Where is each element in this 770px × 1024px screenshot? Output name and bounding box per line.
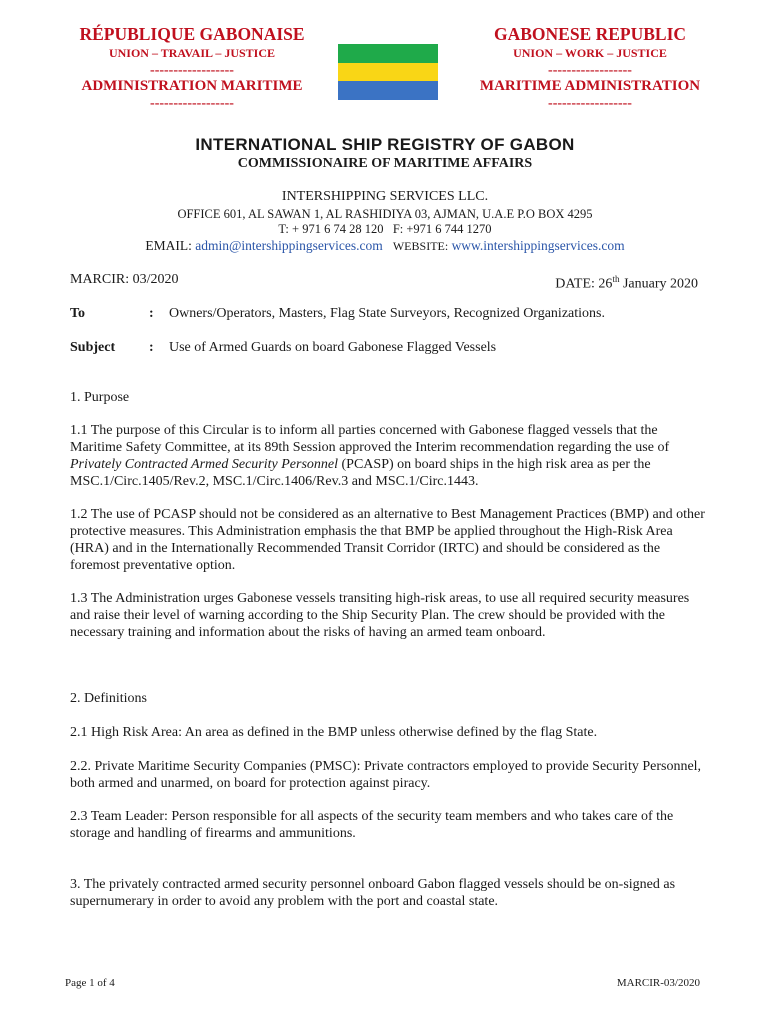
header-left [62,24,322,112]
to-label: To [70,306,86,321]
republic-title-fr: RÉPUBLIQUE GABONAISE [79,24,305,44]
to-colon: : [149,306,154,321]
website-link[interactable]: www.intershippingservices.com [451,238,625,253]
divider-dashes: ------------------ [548,63,632,78]
company-name: INTERSHIPPING SERVICES LLC. [281,189,489,204]
website-label: WEBSITE: [392,239,449,253]
section-heading-definitions: 2. Definitions [70,691,147,706]
subject-value: Use of Armed Guards on board Gabonese Flagged Vessels [169,340,497,355]
page-number: Page 1 of 4 [65,977,115,989]
paragraph-3: 3. The privately contracted armed security personnel onboard Gabon flagged vessels should be on-signed as supernumerary in order to avoid any problem with the port and coastal state. [70,877,676,909]
subject-colon: : [149,340,154,355]
paragraph-italic: Privately Contracted Armed Security Personnel [70,457,339,472]
divider-dashes: ------------------ [150,96,234,111]
contact-web-line [0,238,770,254]
paragraph-2-2: 2.2. Private Maritime Security Companies (PMSC): Private contractors employed to provide Security Personnel, both armed and unarmed, on board for protection against piracy. [70,759,702,791]
registry-subtitle: COMMISSIONAIRE OF MARITIME AFFAIRS [237,156,533,171]
flag-stripe-blue [338,81,438,100]
divider-dashes: ------------------ [548,96,632,111]
admin-title-fr: ADMINISTRATION MARITIME [81,78,303,94]
paragraph-1-3: 1.3 The Administration urges Gabonese vessels transiting high-risk areas, to use all required security measures and raise their level of warning according to the Ship Security Plan. The crew should be provided with the necessary training and information about the risks of having an armed team onboard. [70,591,690,640]
gabon-flag-icon [338,44,438,100]
marcir-number: MARCIR: 03/2020 [70,272,179,287]
paragraph-text: (PCASP) on board ships in the high risk area as per the MSC.1/Circ.1405/Rev.2, MSC.1/Circ.1406/Rev.3 and MSC.1/Circ.1443. [70,457,651,489]
to-value: Owners/Operators, Masters, Flag State Surveyors, Recognized Organizations. [169,306,605,321]
email-label: EMAIL: [145,238,192,253]
paragraph-text: 1.1 The purpose of this Circular is to inform all parties concerned with Gabonese flagged vessels that the Maritime Safety Committee, at its 89th Session approved the Interim recommendation regarding the use of [70,423,670,455]
company-phone: T: + 971 6 74 28 120 F: +971 6 744 1270 [278,222,492,236]
date-ordinal: th [612,274,620,284]
company-address: OFFICE 601, AL SAWAN 1, AL RASHIDIYA 03, AJMAN, U.A.E P.O BOX 4295 [177,207,593,221]
registry-title: INTERNATIONAL SHIP REGISTRY OF GABON [195,135,575,154]
admin-title-en: MARITIME ADMINISTRATION [479,78,701,94]
motto-en: UNION – WORK – JUSTICE [513,46,667,60]
paragraph-1-1 [70,422,710,490]
paragraph-1-2: 1.2 The use of PCASP should not be considered as an alternative to Best Management Practices (BMP) and other protective measures. This Administration emphasis the that BMP be applied throughout the High-Risk Area (HRA) and in the Internationally Recommended Transit Corridor (IRTC) and should be considered as the foremost preventative option. [70,507,705,573]
flag-stripe-yellow [338,63,438,82]
date-text: DATE: 26 [555,276,613,292]
paragraph-2-3: 2.3 Team Leader: Person responsible for all aspects of the security team members and who takes care of the storage and handling of firearms and ammunitions. [70,809,674,841]
footer-reference: MARCIR-03/2020 [616,977,700,989]
email-link[interactable]: admin@intershippingservices.com [195,238,383,253]
header-right [460,24,720,112]
subject-label: Subject [70,340,116,355]
circular-date [555,271,698,293]
date-text-rest: January 2020 [619,276,698,292]
divider-dashes: ------------------ [150,63,234,78]
section-heading-purpose: 1. Purpose [70,390,130,405]
republic-title-en: GABONESE REPUBLIC [493,24,687,44]
flag-stripe-green [338,44,438,63]
motto-fr: UNION – TRAVAIL – JUSTICE [108,46,276,60]
paragraph-2-1: 2.1 High Risk Area: An area as defined in the BMP unless otherwise defined by the flag State. [70,725,598,740]
